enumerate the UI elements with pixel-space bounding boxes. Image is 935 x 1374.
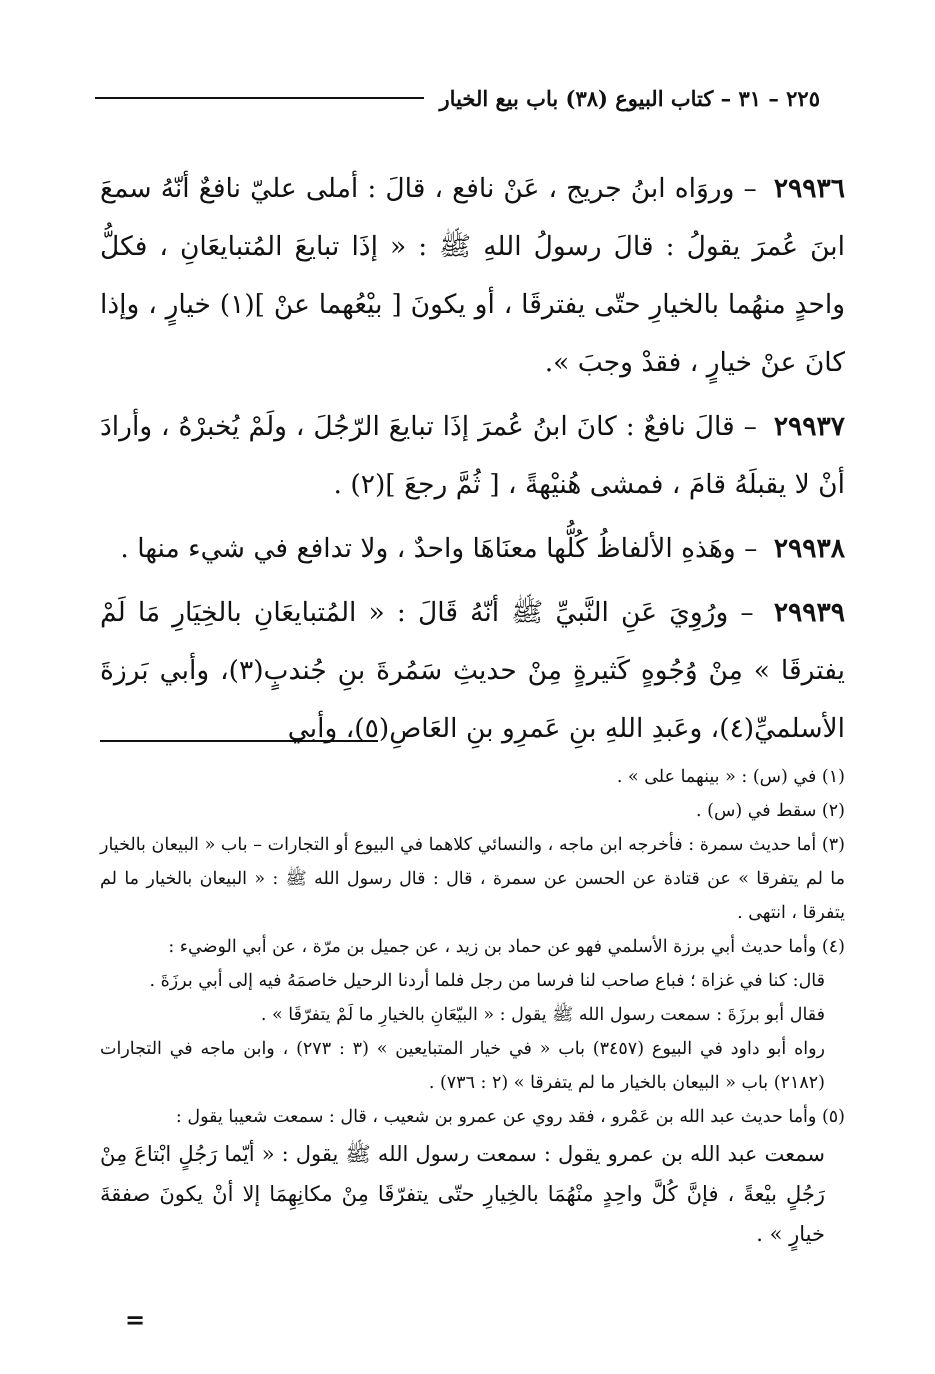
footnotes xyxy=(100,760,845,1254)
header-title: ٢٢٥ – ٣١ – كتاب البيوع (٣٨) باب بيع الخيار xyxy=(439,85,820,111)
footnote-4: (٤) وأما حديث أبي برزة الأسلمي فهو عن حماد بن زيد ، عن جميل بن مرّة ، عن أبي الوضيء : xyxy=(168,937,845,957)
footnote-5: (٥) وأما حديث عبد الله بن عَمْرو ، فقد روي عن عمرو بن شعيب ، قال : سمعت شعيبا يقول : xyxy=(175,1107,845,1127)
footnote-2: (٢) سقط في (س) . xyxy=(696,801,845,821)
paragraph-text: – وروَاه ابنُ جريج ، عَنْ نافع ، قالَ : أملى عليّ نافعٌ أنّهُ سمعَ ابنَ عُمرَ يقولُ : قالَ رسولُ اللهِ ﷺ : « إذَا تبايعَ المُتبايعَانِ ، فكلُّ واحدٍ منهُما بالخيارِ حتّى يفترقَا ، أو يكونَ [ بيْعُهما عنْ ](١) خيارٍ ، وإذا كانَ عنْ خيارٍ ، فقدْ وجبَ ». xyxy=(100,173,845,378)
running-header xyxy=(95,82,820,114)
header-rule xyxy=(95,97,424,99)
footnote-3: (٣) أما حديث سمرة : فأخرجه ابن ماجه ، والنسائي كلاهما في البيوع أو التجارات – باب « البيعان بالخيار ما لم يتفرقا » عن قتادة عن الحسن عن سمرة ، قال : قال رسول الله ﷺ : « البيعان بالخيار ما لم يتفرقا ، انتهى . xyxy=(100,835,845,923)
continuation-mark: = xyxy=(125,1305,146,1334)
paragraph-text: – ورُوِيَ عَنِ النَّبيِّ ﷺ أنّهُ قَالَ : « المُتبايعَانِ بالخِيَارِ مَا لَمْ يفترقَا » مِنْ وُجُوهٍ كَثيرةٍ مِنْ حديثِ سَمُرةَ بنِ جُندبٍ(٣)، وأبي بَرزةَ الأسلميِّ(٤)، وعَبدِ اللهِ بنِ عَمرِو بنِ العَاصِ(٥)، وأبي xyxy=(100,597,846,744)
paragraph-text: – وهَذهِ الألفاظُ كُلُّها معنَاهَا واحدٌ ، ولا تدافع في شيء منها . xyxy=(120,533,758,564)
main-text xyxy=(100,160,845,764)
paragraph-29936 xyxy=(100,160,845,392)
hadith-number: ٢٩٩٣٧ xyxy=(773,411,845,442)
paragraph-29937 xyxy=(100,398,845,514)
footnote-1: (١) في (س) : « بينهما على » . xyxy=(616,767,845,787)
paragraph-text: – قالَ نافعٌ : كانَ ابنُ عُمرَ إذَا تبايعَ الرّجُلَ ، ولَمْ يُخبرْهُ ، وأرادَ أنْ لا يقبلَهُ قامَ ، فمشى هُنيْهةً ، [ ثُمَّ رجعَ ](٢) . xyxy=(100,411,845,500)
hadith-number: ٢٩٩٣٩ xyxy=(773,597,845,628)
footnote-separator xyxy=(100,740,378,742)
paragraph-29938 xyxy=(100,520,845,578)
footnote-4-line: فقال أبو برزَةَ : سمعت رسول الله ﷺ يقول : « البيّعَانِ بالخيارِ ما لَمْ يتفرّقَا » . xyxy=(260,1005,825,1025)
footnote-4-source: رواه أبو داود في البيوع (٣٤٥٧) باب « في خيار المتبايعين » (٣ : ٢٧٣) ، وابن ماجه في التجارات (٢١٨٢) باب « البيعان بالخيار ما لم يتفرقا » (٢ : ٧٣٦) . xyxy=(100,1039,826,1093)
footnote-5-hadith: سمعت عبد الله بن عمرو يقول : سمعت رسول الله ﷺ يقول : « أيّما رَجُلٍ ابْتاعَ مِنْ رَجُلٍ بيْعةً ، فإنَّ كُلَّ واحِدٍ منْهُمَا بالخِيارِ حتّى يتفرّقَا مِنْ مكانِهِمَا إلا أنْ يكونَ صفقةَ خيارٍ » . xyxy=(100,1142,825,1246)
paragraph-29939 xyxy=(100,584,845,758)
hadith-number: ٢٩٩٣٦ xyxy=(773,173,845,204)
footnote-4-line: قال: كنا في غزاة ؛ فباع صاحب لنا فرسا من رجل فلما أردنا الرحيل خاصمَهُ فيه إلى أبي برزَةَ . xyxy=(149,971,825,991)
hadith-number: ٢٩٩٣٨ xyxy=(773,533,845,564)
